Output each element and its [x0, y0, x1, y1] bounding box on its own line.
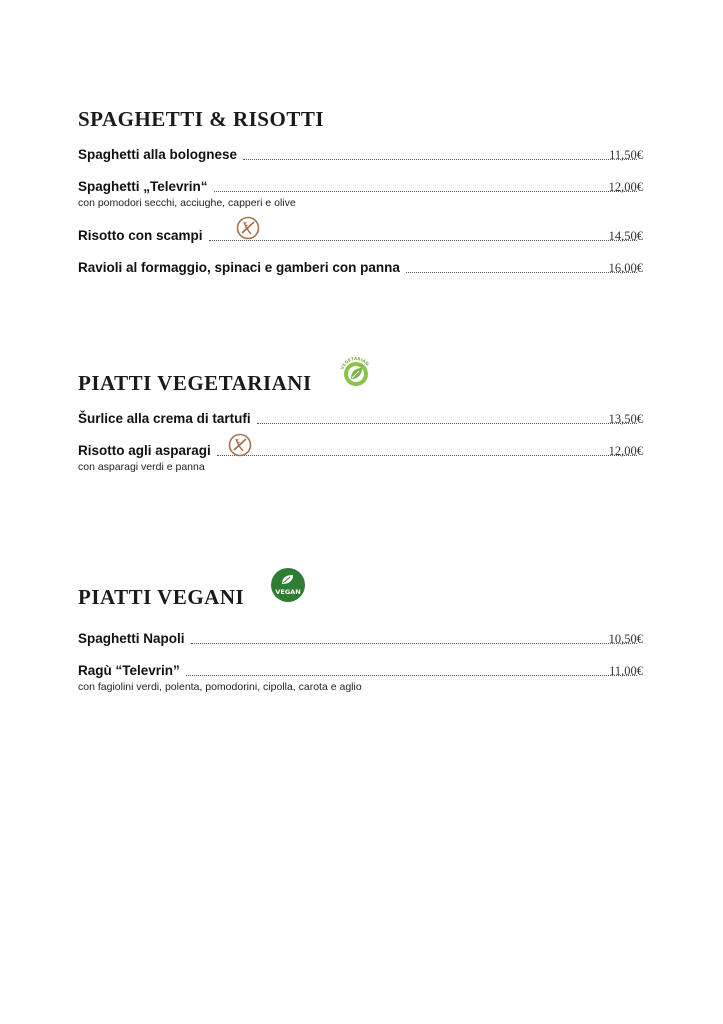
dot-leader: [186, 674, 637, 676]
badge-label: VEGAN: [275, 588, 301, 596]
section-piatti-vegani: [78, 582, 648, 702]
item-description: con pomodori secchi, acciughe, capperi e olive: [78, 197, 296, 209]
dot-leader: [191, 642, 637, 644]
item-description: con fagiolini verdi, polenta, pomodorini, cipolla, carota e aglio: [78, 681, 362, 693]
vegan-leaf-icon: [270, 567, 304, 601]
item-price: 14,50€: [608, 229, 643, 243]
dot-leader: [243, 158, 637, 160]
menu-item: [78, 630, 641, 648]
dot-leader: [257, 422, 637, 424]
item-name: Spaghetti „Televrin“: [78, 179, 208, 194]
item-name: Šurlice alla crema di tartufi: [78, 411, 251, 426]
item-name: Spaghetti alla bolognese: [78, 147, 238, 162]
item-price: 12,00€: [608, 444, 643, 458]
menu-item: [78, 442, 641, 473]
item-name: Ravioli al formaggio, spinaci e gamberi con panna: [78, 260, 400, 275]
section-spaghetti-risotti: [78, 104, 648, 294]
item-price: 12,00€: [608, 180, 643, 194]
section-title: PIATTI VEGETARIANI: [78, 371, 312, 396]
menu-item: [78, 178, 641, 209]
section-title: SPAGHETTI & RISOTTI: [78, 107, 325, 132]
section-title: PIATTI VEGANI: [78, 585, 245, 610]
item-name: Risotto agli asparagi: [78, 443, 211, 458]
dot-leader: [217, 454, 637, 456]
item-price: 13,50€: [608, 412, 643, 426]
menu-item: [78, 146, 641, 164]
dot-leader: [209, 239, 637, 241]
badge-label: VEGETARIAN: [339, 355, 370, 371]
section-piatti-vegetariani: [78, 355, 648, 488]
gluten-free-icon: [228, 433, 252, 462]
item-price: 11,00€: [609, 664, 643, 678]
menu-item: [78, 662, 641, 693]
item-price: 10,50€: [608, 632, 643, 646]
item-description: con asparagi verdi e panna: [78, 461, 205, 473]
item-price: 11,50€: [609, 148, 643, 162]
item-name: Spaghetti Napoli: [78, 631, 185, 646]
menu-item: [78, 259, 641, 277]
item-name: Ragù “Televrin”: [78, 663, 180, 678]
vegetarian-leaf-icon: [337, 354, 373, 390]
dot-leader: [214, 190, 637, 192]
item-name: Risotto con scampi: [78, 228, 203, 243]
menu-item: [78, 410, 641, 428]
item-price: 16,00€: [608, 261, 643, 275]
menu-item: [78, 227, 641, 245]
gluten-free-icon: [236, 216, 260, 245]
